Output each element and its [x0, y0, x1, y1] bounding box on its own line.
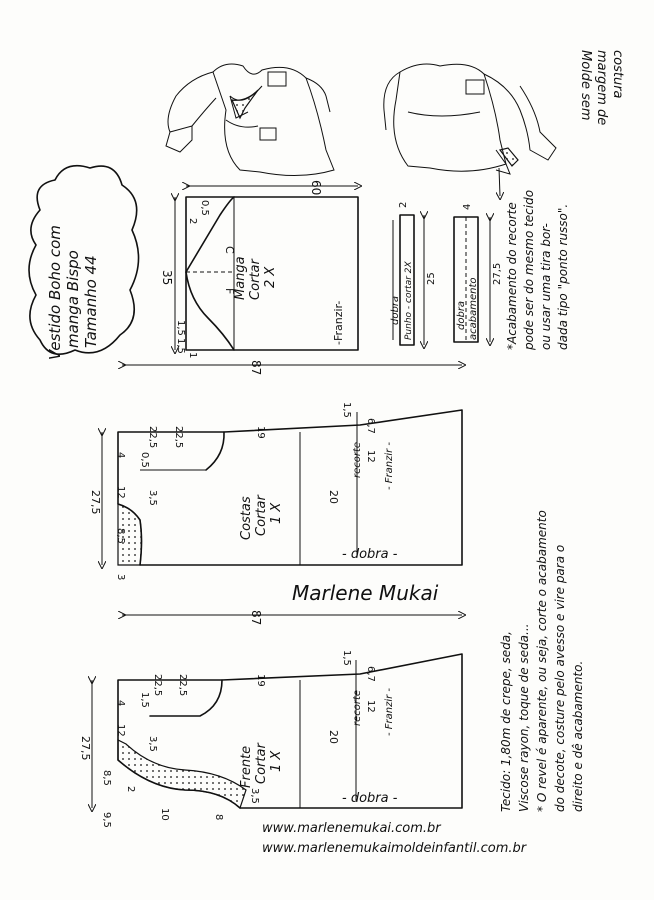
title-cloud [29, 166, 139, 360]
cuff-piece [390, 202, 437, 345]
front-dim-20: 20 [327, 730, 340, 744]
back-dim-width: 27,5 [89, 490, 102, 515]
dress-front-illustration [166, 64, 334, 176]
sleeve-gather: -Franzir- [332, 300, 345, 345]
back-dim-0-5: 0,5 [139, 452, 150, 468]
title-line2: manga Bispo [64, 250, 82, 348]
note-top-line3: costura [610, 50, 625, 99]
front-dim-3-5: 3,5 [147, 736, 158, 752]
finish-note-line4: dada tipo "ponto russo". [556, 203, 570, 350]
front-dim-22-5b: 22,5 [177, 674, 188, 697]
back-dim-19: 19 [255, 426, 266, 439]
back-dim-8-5: 8,5 [115, 528, 126, 544]
back-label1: Costas [239, 496, 254, 540]
fabric-note-line2: Viscose rayon, toque de seda... [517, 623, 531, 812]
front-label2: Cortar [254, 743, 269, 784]
note-top-line1: Molde sem [578, 50, 593, 121]
front-dim-6-7: 6,7 [365, 666, 376, 682]
finish-label1: dobra [456, 300, 467, 330]
front-label1: Frente [239, 745, 254, 788]
websites [262, 821, 528, 856]
front-fold: - dobra - [342, 791, 398, 806]
front-dim-width: 27,5 [79, 736, 92, 761]
back-dim-4: 4 [115, 452, 126, 459]
fabric-note-line3: * O revel é aparente, ou seja, corte o acabamento [535, 510, 549, 812]
sleeve-label1: Manga [233, 256, 248, 300]
back-dim-3: 3 [115, 574, 126, 581]
finish-note-line1: *Acabamento do recorte [505, 202, 519, 350]
finish-dim-h: 4 [462, 203, 473, 210]
title-line3: Tamanho 44 [82, 255, 100, 348]
note-top [578, 50, 625, 125]
front-label3: 1 X [269, 750, 284, 772]
front-dim-22-5: 22,5 [152, 674, 163, 697]
finish-note-line3: ou usar uma tira bor- [539, 223, 553, 350]
back-dim-total: 87 [249, 360, 263, 376]
front-seam: recorte [352, 689, 363, 726]
website-2: www.marlenemukaimoldeinfantil.com.br [262, 841, 527, 856]
cuff-label: Punho - cortar 2X [404, 261, 414, 340]
front-dim-12b: 12 [365, 700, 376, 713]
sleeve-dim-top: 0,5 [199, 200, 210, 216]
back-dim-12: 12 [115, 486, 126, 499]
note-top-line2: margem de [594, 50, 609, 126]
front-dim-8-5: 8,5 [101, 770, 112, 786]
cuff-dim-len: 25 [426, 272, 437, 285]
back-dim-22-5b: 22,5 [173, 426, 184, 449]
front-dim-19: 19 [255, 674, 266, 687]
front-dim-3-5b: 3,5 [249, 788, 260, 804]
front-dim-8: 8 [213, 814, 224, 821]
finish-note-line2: pode ser do mesmo tecido [522, 189, 536, 350]
dress-back-illustration [384, 64, 556, 196]
sleeve-letter-f: F [223, 288, 236, 295]
fabric-note-line1: Tecido: 1,80m de crepe, seda, [499, 631, 513, 812]
back-dim-20: 20 [327, 490, 340, 504]
sleeve-pattern [160, 180, 358, 358]
front-dim-10: 10 [159, 808, 170, 821]
back-label3: 1 X [269, 502, 284, 524]
sleeve-dim-1: 1 [187, 352, 198, 359]
sleeve-dim-height: 35 [160, 270, 174, 286]
front-dim-9-5: 9,5 [101, 812, 112, 828]
front-dim-1-5: 1,5 [139, 692, 150, 708]
signature-text: Marlene Mukai [292, 581, 439, 605]
website-1: www.marlenemukai.com.br [262, 821, 441, 836]
fabric-note-line4: do decote, costure pelo avesso e vire para o [553, 544, 567, 812]
cuff-dim-h: 2 [398, 201, 409, 208]
back-pattern [89, 360, 462, 580]
front-dim-4: 4 [115, 700, 126, 707]
front-pattern [79, 610, 462, 828]
sleeve-label2: Cortar [248, 259, 263, 300]
sleeve-dim-width: 60 [309, 180, 323, 196]
back-dim-22-5: 22,5 [147, 426, 158, 449]
front-dim-1-5b: 1,5 [341, 650, 352, 666]
finish-label2: acabamento [468, 277, 479, 340]
cuff-fold: dobra [390, 295, 401, 325]
front-dim-total: 87 [249, 610, 263, 626]
front-dim-2: 2 [125, 786, 136, 793]
back-gather: - Franzir - [384, 441, 395, 490]
back-seam: recorte [352, 441, 363, 478]
back-label2: Cortar [254, 495, 269, 536]
back-dim-1-5: 1,5 [341, 402, 352, 418]
back-dim-6-7: 6,7 [365, 418, 376, 434]
front-dim-12: 12 [115, 724, 126, 737]
finish-dim-len: 27,5 [492, 262, 503, 285]
back-dim-3-5: 3,5 [147, 490, 158, 506]
finish-strip [454, 204, 503, 342]
back-dim-12b: 12 [365, 450, 376, 463]
fabric-note [499, 510, 585, 812]
fabric-note-line5: direito e dê acabamento. [571, 660, 585, 812]
title-line1: Vestido Boho com [46, 225, 64, 360]
signature [292, 581, 439, 605]
sleeve-letter-c: C [223, 246, 236, 254]
sleeve-dim-1-5a: 1,5 [175, 320, 186, 336]
front-gather: - Franzir - [384, 687, 395, 736]
back-fold: - dobra - [342, 547, 398, 562]
sleeve-dim-1-5b: 1,5 [175, 338, 186, 354]
sleeve-dim-2: 2 [187, 218, 198, 225]
finish-note [505, 190, 570, 351]
sleeve-label3: 2 X [263, 266, 278, 288]
